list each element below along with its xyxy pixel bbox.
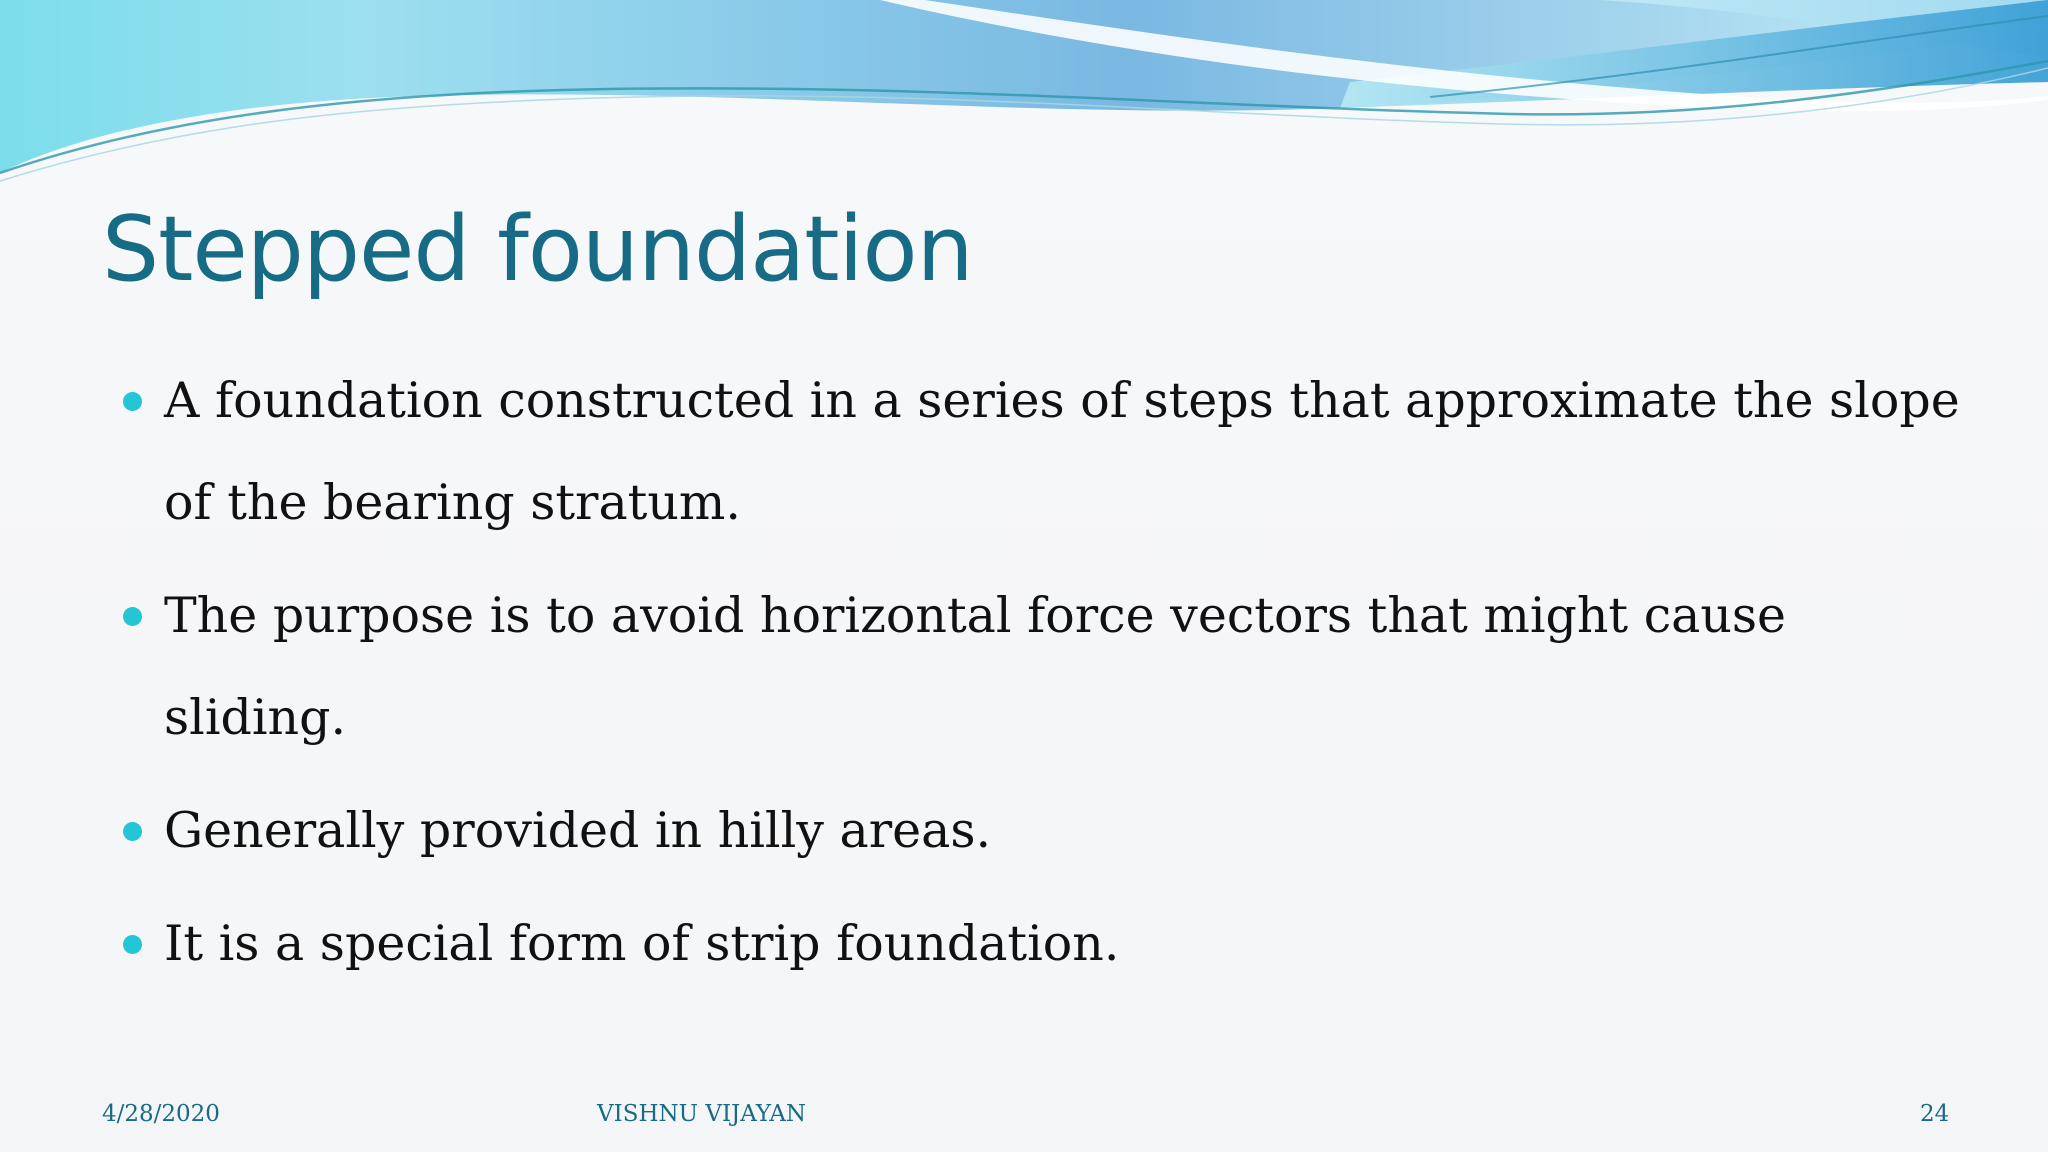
bullet-item-1 bbox=[120, 350, 1960, 554]
footer-author: VISHNU VIJAYAN bbox=[597, 1101, 807, 1127]
bullet-text-1: A foundation constructed in a series of steps that approximate the slope of the bearing stratum. bbox=[164, 372, 1960, 531]
slide-title: Stepped foundation bbox=[102, 197, 973, 302]
bullet-item-3 bbox=[120, 780, 1960, 882]
bullet-text-3: Generally provided in hilly areas. bbox=[164, 802, 992, 859]
bullet-dot-icon bbox=[123, 822, 142, 841]
bullet-dot-icon bbox=[123, 392, 142, 411]
bullet-text-4: It is a special form of strip foundation. bbox=[164, 915, 1120, 972]
bullet-dot-icon bbox=[123, 607, 142, 626]
bullet-dot-icon bbox=[123, 935, 142, 954]
bullet-text-2: The purpose is to avoid horizontal force vectors that might cause sliding. bbox=[164, 587, 1787, 746]
footer-date: 4/28/2020 bbox=[102, 1101, 220, 1127]
bullet-list bbox=[120, 350, 1960, 995]
bullet-item-2 bbox=[120, 565, 1960, 769]
decorative-wave-banner bbox=[0, 0, 2048, 200]
bullet-item-4 bbox=[120, 893, 1960, 995]
footer-page-number: 24 bbox=[1920, 1101, 1950, 1127]
